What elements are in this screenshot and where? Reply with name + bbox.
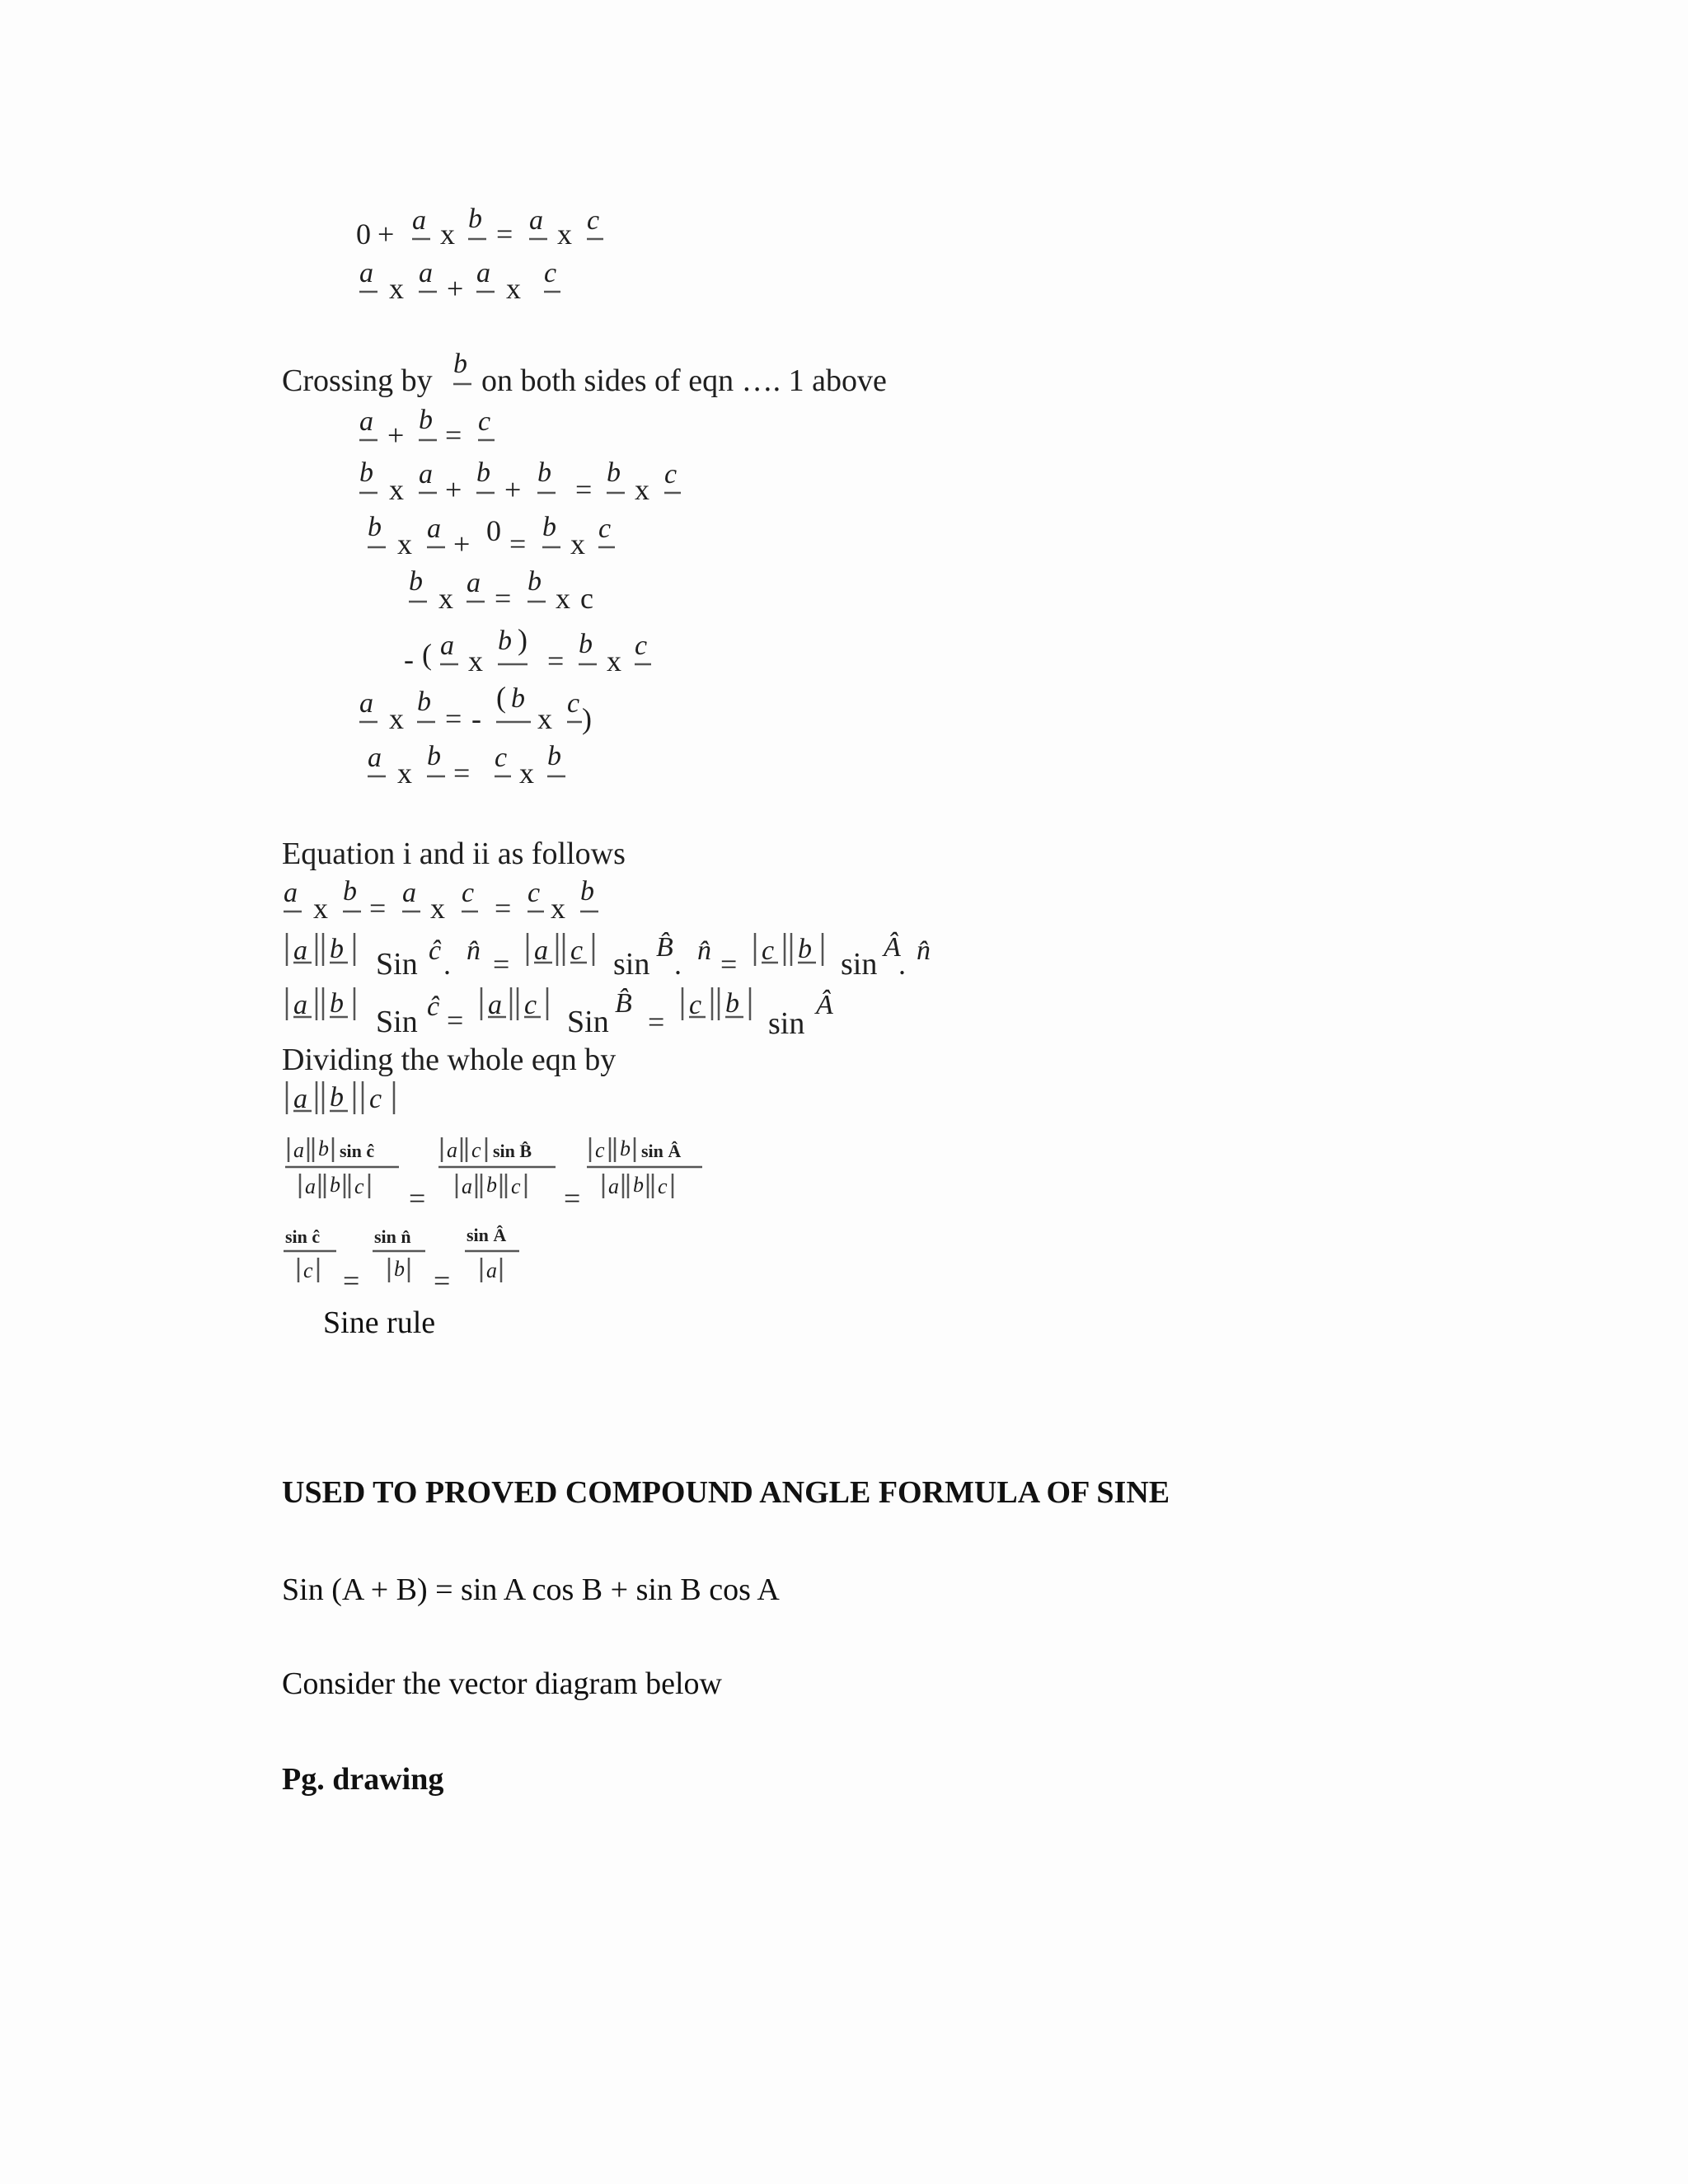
equals: = [343, 1264, 360, 1297]
sine-rule-row [284, 1225, 519, 1297]
var-b: b [368, 512, 382, 542]
var-c: c [595, 1138, 605, 1162]
var-b: b [620, 1137, 631, 1160]
times: x [519, 757, 534, 790]
var-a: a [467, 568, 481, 598]
dot: . [443, 948, 451, 981]
times: x [556, 582, 570, 615]
var-c: c [689, 990, 702, 1020]
var-a: a [305, 1174, 316, 1198]
equals: = [495, 582, 512, 615]
var-b: b [343, 876, 357, 907]
divisor [287, 1081, 394, 1114]
eq-line-5 [368, 512, 615, 560]
A-hat: Â [816, 990, 833, 1020]
var-c: c [369, 1084, 382, 1114]
sin-A-hat: sin Â [467, 1225, 507, 1245]
equals: = [445, 419, 462, 452]
sin-label: Sin [376, 1005, 418, 1039]
var-c: c [495, 743, 508, 773]
eq-line-3 [359, 405, 495, 452]
eq-line-2 [359, 258, 560, 305]
var-a: a [440, 630, 454, 661]
equals: = [648, 1005, 665, 1038]
eq-line-7 [404, 623, 651, 677]
var-c: c [567, 688, 580, 719]
equals: = [493, 948, 510, 981]
var-c: c [511, 1174, 521, 1198]
n-hat: n̂ [917, 935, 931, 966]
var-a: a [529, 205, 543, 236]
var-a: a [293, 935, 307, 966]
var-a: a [476, 258, 490, 288]
zero: 0 [356, 218, 371, 251]
equals: = [453, 757, 471, 790]
times: x [430, 892, 445, 925]
var-b: b [427, 741, 441, 771]
var-c: c [544, 258, 557, 288]
eq-line-4 [359, 457, 681, 506]
times: x [397, 527, 412, 560]
var-c: c [524, 990, 537, 1020]
var-a: a [402, 878, 416, 908]
var-c: c [528, 878, 541, 908]
equals: = [564, 1182, 581, 1215]
plus: + [504, 473, 522, 506]
minus: - [404, 643, 414, 676]
sin-A-hat: sin Â [641, 1141, 682, 1161]
sine-rule-label: Sine rule [323, 1305, 436, 1340]
var-c: c [462, 878, 475, 908]
times: x [506, 272, 521, 305]
c-hat: ĉ [429, 935, 442, 966]
sin-B-hat: sin B̂ [493, 1141, 532, 1161]
var-b: b [419, 405, 433, 435]
c-hat: ĉ [427, 991, 440, 1022]
sin-label: sin [768, 1006, 805, 1041]
close-paren: ) [582, 702, 592, 735]
var-c: c [478, 406, 491, 437]
times: x [397, 757, 412, 790]
var-b: b [409, 566, 423, 597]
n-hat: n̂ [697, 935, 711, 966]
var-b: b [607, 457, 621, 488]
var-a: a [293, 1138, 304, 1162]
dividing-text: Dividing the whole eqn by [282, 1043, 617, 1077]
times: x [313, 892, 328, 925]
var-c: c [635, 630, 648, 661]
var-a: a [284, 878, 298, 908]
crossing-text-a: Crossing by [282, 363, 433, 398]
sin-c-hat: sin ĉ [340, 1141, 375, 1161]
crossing-line [282, 349, 887, 398]
var-a: a [359, 258, 373, 288]
equals: = [547, 644, 565, 677]
var-b: b [486, 1173, 497, 1197]
var-c: c [658, 1174, 668, 1198]
var-b: b [633, 1173, 644, 1197]
section-heading: USED TO PROVED COMPOUND ANGLE FORMULA OF SINE [282, 1475, 1170, 1510]
eq-line-10 [284, 876, 598, 925]
equation-i-ii-text: Equation i and ii as follows [282, 837, 626, 871]
plus: + [453, 527, 471, 560]
times: x [607, 644, 621, 677]
times: x [440, 218, 455, 251]
eq-line-11 [287, 931, 931, 982]
A-hat: Â [884, 932, 901, 963]
equals: = [447, 1004, 464, 1037]
var-b: b [725, 988, 739, 1019]
equals: = [575, 473, 593, 506]
consider-text: Consider the vector diagram below [282, 1666, 722, 1701]
plus: + [387, 419, 405, 452]
c-plain: c [580, 582, 593, 615]
var-b: b [330, 988, 344, 1019]
dot: . [674, 948, 682, 981]
var-c: c [762, 935, 775, 966]
equals: = [445, 702, 462, 735]
eq-line-1 [356, 204, 603, 251]
var-b: b [359, 457, 373, 488]
var-a: a [447, 1138, 457, 1162]
var-a: a [412, 205, 426, 236]
fraction-3 [587, 1137, 702, 1198]
eq-line-6 [409, 566, 593, 615]
zero: 0 [486, 514, 501, 547]
sin-label: sin [613, 947, 650, 982]
var-b: b [476, 457, 490, 488]
var-a: a [359, 688, 373, 719]
var-a: a [419, 459, 433, 490]
compound-formula: Sin (A + B) = sin A cos B + sin B cos A [282, 1572, 780, 1607]
var-b: b [330, 1173, 340, 1197]
fraction-1 [285, 1137, 399, 1198]
var-c: c [598, 513, 612, 544]
dot: . [898, 948, 906, 981]
times: x [537, 702, 552, 735]
equals: = [434, 1264, 451, 1297]
var-b: b [798, 934, 812, 964]
var-a: a [293, 990, 307, 1020]
equals: = [495, 892, 512, 925]
var-b: b [547, 741, 561, 771]
equals: = [409, 1182, 426, 1215]
var-a: a [359, 406, 373, 437]
crossing-text-b: on both sides of eqn …. 1 above [481, 363, 887, 398]
var-a: a [427, 513, 441, 544]
equals: = [369, 892, 387, 925]
times: x [570, 527, 585, 560]
equals: = [720, 948, 738, 981]
var-a: a [486, 1258, 497, 1282]
equals: = [509, 527, 527, 560]
var-b: b [537, 457, 551, 488]
times: x [389, 272, 404, 305]
eq-line-9 [368, 741, 565, 790]
var-a: a [488, 990, 502, 1020]
var-b: b [498, 626, 512, 656]
times: x [557, 218, 572, 251]
minus: - [471, 702, 481, 735]
var-b: b [528, 566, 542, 597]
equals: = [496, 218, 513, 251]
var-b: b [318, 1137, 329, 1160]
plus: + [377, 218, 395, 251]
sin-c-hat: sin ĉ [285, 1226, 321, 1247]
var-c: c [570, 935, 584, 966]
pg-drawing-label: Pg. drawing [282, 1762, 444, 1797]
sin-label: Sin [567, 1005, 609, 1039]
fraction-2 [438, 1137, 556, 1198]
var-b: b [580, 876, 594, 907]
n-hat: n̂ [467, 935, 481, 966]
close-paren: ) [518, 623, 528, 656]
eq-line-12 [287, 987, 833, 1041]
var-b: b [453, 349, 467, 379]
plus: + [447, 272, 464, 305]
var-c: c [303, 1258, 313, 1282]
var-a: a [368, 743, 382, 773]
var-c: c [664, 459, 678, 490]
times: x [389, 702, 404, 735]
B-hat: B̂ [656, 932, 673, 963]
open-paren: ( [496, 681, 506, 714]
var-b: b [417, 687, 431, 717]
var-b: b [542, 512, 556, 542]
eq-line-8 [359, 681, 592, 735]
var-a: a [608, 1174, 619, 1198]
times: x [551, 892, 565, 925]
var-c: c [471, 1138, 481, 1162]
times: x [468, 644, 483, 677]
var-b: b [579, 629, 593, 659]
var-c: c [587, 205, 600, 236]
var-a: a [293, 1084, 307, 1114]
times: x [438, 582, 453, 615]
open-paren: ( [422, 638, 432, 671]
var-b: b [511, 683, 525, 714]
fraction-row [285, 1137, 702, 1215]
var-b: b [468, 204, 482, 234]
sin-label: sin [841, 947, 878, 982]
B-hat: B̂ [615, 988, 632, 1019]
var-b: b [330, 1082, 344, 1113]
sin-n-hat: sin n̂ [374, 1226, 411, 1247]
times: x [635, 473, 649, 506]
var-b: b [330, 934, 344, 964]
sin-label: Sin [376, 947, 418, 982]
times: x [389, 473, 404, 506]
var-a: a [462, 1174, 472, 1198]
var-c: c [354, 1174, 364, 1198]
plus: + [445, 473, 462, 506]
var-b: b [394, 1257, 405, 1281]
var-a: a [419, 258, 433, 288]
var-a: a [534, 935, 548, 966]
